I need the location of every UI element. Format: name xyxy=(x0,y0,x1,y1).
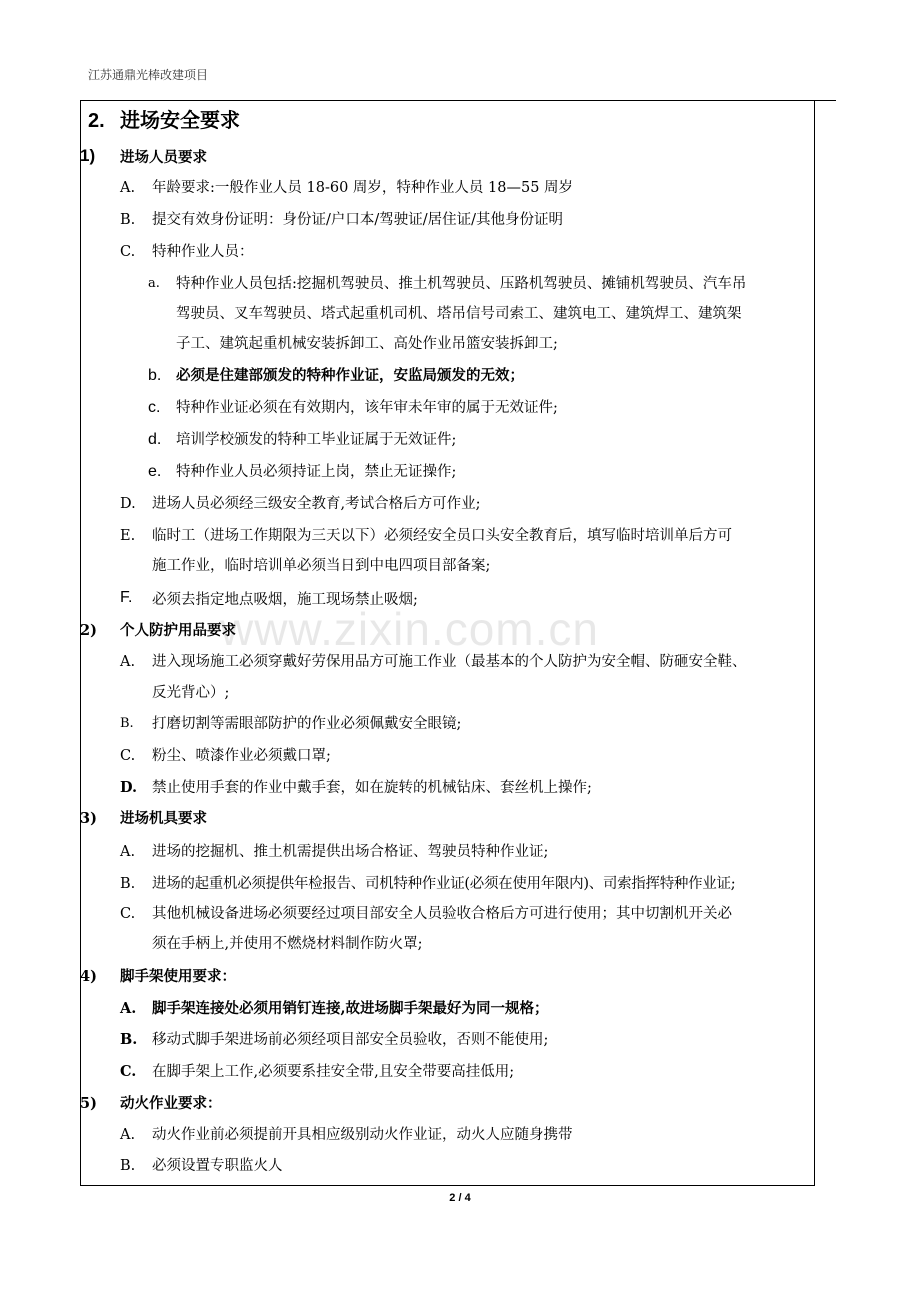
subsection-1-title: 进场人员要求 xyxy=(120,149,207,166)
list-marker: D. xyxy=(120,496,136,512)
list-marker: B. xyxy=(120,212,136,228)
list-item-continued: 须在手柄上,并使用不燃烧材料制作防火罩; xyxy=(152,936,423,952)
list-marker: B. xyxy=(120,1031,138,1048)
list-marker: E. xyxy=(120,528,136,544)
list-item: 其他机械设备进场必须要经过项目部安全人员验收合格后方可进行使用；其中切割机开关必 xyxy=(152,906,732,922)
list-item: 进场人员必须经三级安全教育,考试合格后方可作业; xyxy=(152,496,481,512)
subsection-5-title: 动火作业要求： xyxy=(120,1095,222,1112)
subsection-1-number: 1) xyxy=(80,146,96,165)
list-marker: A. xyxy=(120,1000,137,1017)
list-item: 在脚手架上工作,必须要系挂安全带,且安全带要高挂低用; xyxy=(152,1064,515,1080)
list-marker: D. xyxy=(120,779,138,796)
subsection-3-number: 3) xyxy=(80,810,97,827)
section-title xyxy=(88,104,240,133)
list-marker: A. xyxy=(120,1127,136,1143)
list-marker: C. xyxy=(120,1063,137,1080)
sub-list-item: 特种作业证必须在有效期内，该年审未年审的属于无效证件; xyxy=(176,400,558,416)
sub-list-marker: d. xyxy=(148,431,162,448)
subsection-2-number: 2) xyxy=(80,622,97,639)
sub-list-item: 必须是住建部颁发的特种作业证，安监局颁发的无效； xyxy=(176,367,524,384)
list-marker: B. xyxy=(120,876,136,892)
list-item: 移动式脚手架进场前必须经项目部安全员验收，否则不能使用; xyxy=(152,1032,549,1048)
list-item: 提交有效身份证明：身份证/户口本/驾驶证/居住证/其他身份证明 xyxy=(152,212,564,228)
subsection-5-number: 5) xyxy=(80,1095,97,1112)
sub-list-item: 特种作业人员包括:挖掘机驾驶员、推土机驾驶员、压路机驾驶员、摊铺机驾驶员、汽车吊 xyxy=(176,276,747,292)
sub-list-item-continued: 驾驶员、叉车驾驶员、塔式起重机司机、塔吊信号司索工、建筑电工、建筑焊工、建筑架 xyxy=(176,306,742,322)
section-title-text: 进场安全要求 xyxy=(120,110,240,132)
page-number: 2 / 4 xyxy=(449,1192,471,1204)
list-item: 年龄要求:一般作业人员 18-60 周岁，特种作业人员 18—55 周岁 xyxy=(152,180,574,196)
sub-list-marker: c. xyxy=(148,399,161,416)
sub-list-marker: e. xyxy=(148,463,162,480)
list-item-continued: 反光背心）; xyxy=(152,685,230,701)
list-item: 禁止使用手套的作业中戴手套，如在旋转的机械钻床、套丝机上操作; xyxy=(152,780,592,796)
section-number: 2. xyxy=(88,110,105,132)
list-marker: A. xyxy=(120,654,136,670)
list-item: 进场的挖掘机、推土机需提供出场合格证、驾驶员特种作业证; xyxy=(152,844,549,860)
list-marker: A. xyxy=(120,180,136,196)
list-marker: B. xyxy=(120,1158,136,1174)
list-marker: C. xyxy=(120,244,136,260)
list-marker: C. xyxy=(120,748,136,764)
list-marker: B. xyxy=(120,716,134,731)
list-item: 脚手架连接处必须用销钉连接,故进场脚手架最好为同一规格； xyxy=(152,1000,549,1017)
list-item: 进场的起重机必须提供年检报告、司机特种作业证(必须在使用年限内)、司索指挥特种作业证; xyxy=(152,876,736,892)
document-header: 江苏通鼎光棒改建项目 xyxy=(88,68,209,82)
list-item: 特种作业人员： xyxy=(152,244,254,260)
list-marker: F. xyxy=(120,589,133,606)
sub-list-marker: a. xyxy=(148,276,160,291)
list-item: 必须设置专职监火人 xyxy=(152,1158,283,1174)
list-item: 进入现场施工必须穿戴好劳保用品方可施工作业（最基本的个人防护为安全帽、防砸安全鞋、 xyxy=(152,654,747,670)
list-item: 动火作业前必须提前开具相应级别动火作业证，动火人应随身携带 xyxy=(152,1127,573,1143)
list-item: 必须去指定地点吸烟，施工现场禁止吸烟; xyxy=(152,592,418,608)
sub-list-item: 培训学校颁发的特种工毕业证属于无效证件; xyxy=(176,432,457,448)
subsection-2-title: 个人防护用品要求 xyxy=(120,622,236,639)
list-item: 打磨切割等需眼部防护的作业必须佩戴安全眼镜; xyxy=(152,716,462,732)
subsection-4-title: 脚手架使用要求： xyxy=(120,968,236,985)
subsection-4-number: 4) xyxy=(80,968,97,985)
subsection-3-title: 进场机具要求 xyxy=(120,810,207,827)
sub-list-item: 特种作业人员必须持证上岗，禁止无证操作; xyxy=(176,464,457,480)
list-item: 粉尘、喷漆作业必须戴口罩; xyxy=(152,748,331,764)
list-item-continued: 施工作业，临时培训单必须当日到中电四项目部备案; xyxy=(152,558,491,574)
watermark: www.zixin.com.cn xyxy=(220,603,599,655)
sub-list-item-continued: 子工、建筑起重机械安装拆卸工、高处作业吊篮安装拆卸工; xyxy=(176,336,558,352)
list-marker: A. xyxy=(120,844,136,860)
list-item: 临时工（进场工作期限为三天以下）必须经安全员口头安全教育后，填写临时培训单后方可 xyxy=(152,528,732,544)
sub-list-marker: b. xyxy=(148,367,162,384)
list-marker: C. xyxy=(120,906,136,922)
